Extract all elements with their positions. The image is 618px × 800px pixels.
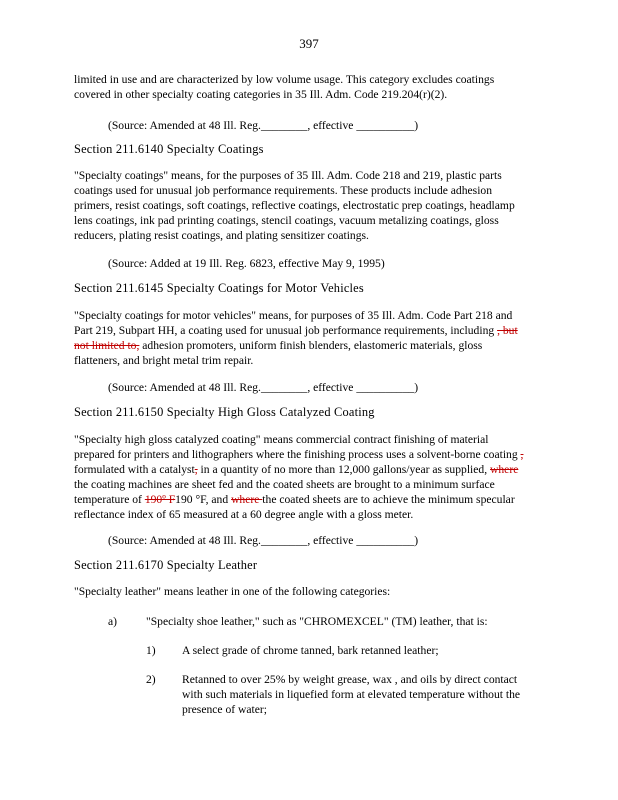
deleted-text: , <box>520 448 524 461</box>
list-item-1: A select grade of chrome tanned, bark retanned leather; <box>182 644 439 657</box>
list-label-2: 2) <box>146 673 156 686</box>
definition-paragraph-6145 <box>74 308 544 368</box>
text-line: Retanned to over 25% by weight grease, wax , and oils by direct contact <box>182 673 518 686</box>
text-run: in a quantity of no more than 12,000 gallons/year as supplied, <box>197 463 491 476</box>
page-number: 397 <box>299 36 319 51</box>
text-run: prepared for printers and lithographers where the finishing process uses a solvent-borne coating <box>74 448 521 461</box>
deleted-text: , but <box>497 324 518 337</box>
text-line: presence of water; <box>182 703 267 716</box>
text-run: "Specialty high gloss catalyzed coating" means commercial contract finishing of material <box>74 433 489 446</box>
text-line <box>74 432 544 447</box>
section-heading-6145: Section 211.6145 Specialty Coatings for Motor Vehicles <box>74 281 364 295</box>
section-heading-6140: Section 211.6140 Specialty Coatings <box>74 142 264 156</box>
text-line: with such materials in liquefied form at elevated temperature without the <box>182 688 521 701</box>
text-run: "Specialty coatings for motor vehicles" means, for purposes of 35 Ill. Adm. Code Part 218 and <box>74 309 513 322</box>
text-run: formulated with a catalyst <box>74 463 195 476</box>
text-run: Part 219, Subpart HH, a coating used for unusual job performance requirements, including <box>74 324 498 337</box>
text-line <box>74 308 544 323</box>
definition-paragraph-6150 <box>74 432 544 522</box>
deleted-text: not limited to, <box>74 339 140 352</box>
text-line <box>74 323 544 338</box>
text-line <box>74 353 544 368</box>
deleted-text: , <box>194 463 198 476</box>
deleted-text: where <box>231 493 263 506</box>
list-item-2 <box>182 672 562 717</box>
text-line: coatings used for unusual job performance requirements. These products include adhesion <box>74 184 493 197</box>
text-line: primers, resist coatings, soft coatings, reflective coatings, electrostatic prep coatings, headlamp <box>74 199 515 212</box>
text-run: flatteners, and bright metal trim repair. <box>74 354 254 367</box>
text-line: covered in other specialty coating categories in 35 Ill. Adm. Code 219.204(r)(2). <box>74 88 448 101</box>
text-line: lens coatings, ink pad printing coatings, stencil coatings, vacuum metalizing coatings, gloss <box>74 214 499 227</box>
list-label-1: 1) <box>146 644 156 657</box>
text-line <box>74 492 544 507</box>
text-run: the coating machines are sheet fed and the coated sheets are brought to a minimum surface <box>74 478 495 491</box>
list-label-a: a) <box>108 615 118 628</box>
continued-paragraph <box>74 72 544 102</box>
source-note: (Source: Amended at 48 Ill. Reg.________, effective __________) <box>108 534 419 547</box>
text-line <box>74 477 544 492</box>
text-run: 190 °F, and <box>175 493 232 506</box>
text-run: reflectance index of 65 measured at a 60 degree angle with a gloss meter. <box>74 508 414 521</box>
source-note: (Source: Amended at 48 Ill. Reg.________, effective __________) <box>108 119 419 132</box>
text-run: adhesion promoters, uniform finish blenders, elastomeric materials, gloss <box>139 339 483 352</box>
text-run: temperature of <box>74 493 145 506</box>
text-run: the coated sheets are to achieve the minimum specular <box>262 493 515 506</box>
text-line <box>74 338 544 353</box>
text-line: reducers, plating resist coatings, and plating sensitizer coatings. <box>74 229 369 242</box>
section-heading-6170: Section 211.6170 Specialty Leather <box>74 558 258 572</box>
text-line <box>74 447 544 462</box>
deleted-text: where <box>490 463 519 476</box>
text-line: limited in use and are characterized by low volume usage. This category excludes coatings <box>74 73 495 86</box>
definition-intro-6170: "Specialty leather" means leather in one of the following categories: <box>74 585 391 598</box>
source-note: (Source: Added at 19 Ill. Reg. 6823, effective May 9, 1995) <box>108 257 385 270</box>
definition-paragraph-6140 <box>74 168 544 243</box>
source-note: (Source: Amended at 48 Ill. Reg.________, effective __________) <box>108 381 419 394</box>
text-line: "Specialty coatings" means, for the purposes of 35 Ill. Adm. Code 218 and 219, plastic parts <box>74 169 502 182</box>
section-heading-6150: Section 211.6150 Specialty High Gloss Catalyzed Coating <box>74 405 375 419</box>
list-item-a: "Specialty shoe leather," such as "CHROMEXCEL" (TM) leather, that is: <box>146 615 488 628</box>
text-line <box>74 462 544 477</box>
text-line <box>74 507 544 522</box>
deleted-text: 190º F <box>144 493 176 506</box>
